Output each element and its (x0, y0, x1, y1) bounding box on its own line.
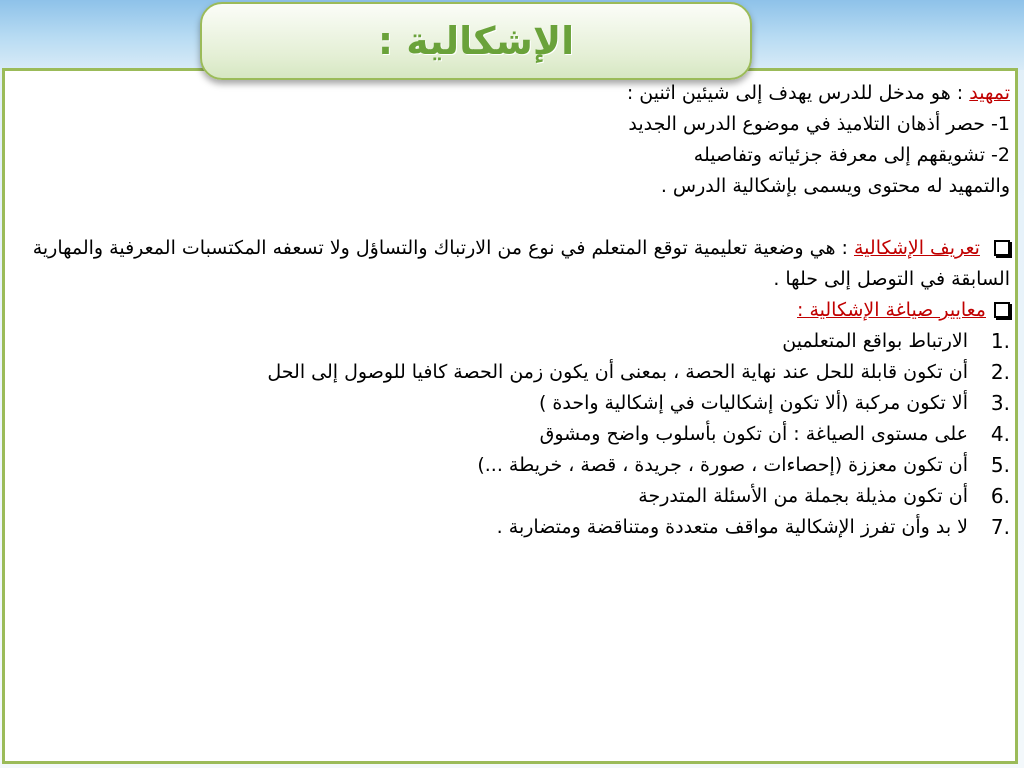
definition-text: : هي وضعية تعليمية توقع المتعلم في نوع من الارتباك والتساؤل ولا تسعفه المكتسبات المعرفية والمهارية السابقة في التوصل إلى حلها . (32, 237, 1010, 290)
intro-line (20, 78, 1010, 109)
criteria-item-text: أن تكون معززة (إحصاءات ، صورة ، جريدة ، قصة ، خريطة ...) (477, 454, 968, 476)
criteria-item-number: 6. (990, 484, 1010, 508)
criteria-label: معايير صياغة الإشكالية (809, 299, 986, 321)
criteria-item-text: أن تكون مذيلة بجملة من الأسئلة المتدرجة (638, 485, 968, 507)
definition-paragraph (20, 233, 1010, 295)
checkbox-bullet-icon (994, 302, 1010, 318)
criteria-item-text: أن تكون قابلة للحل عند نهاية الحصة ، بمعنى أن يكون زمن الحصة كافيا للوصول إلى الحل (267, 361, 968, 383)
criteria-item (20, 326, 1010, 357)
title-banner (200, 2, 752, 80)
checkbox-bullet-icon (994, 240, 1010, 256)
intro-label: تمهيد (969, 82, 1010, 104)
criteria-item-number: 3. (990, 391, 1010, 415)
intro-item-1: 1- حصر أذهان التلاميذ في موضوع الدرس الجديد (628, 113, 1010, 135)
criteria-item (20, 388, 1010, 419)
criteria-heading (20, 295, 1010, 326)
criteria-item (20, 357, 1010, 388)
criteria-item-number: 4. (990, 422, 1010, 446)
criteria-item-text: على مستوى الصياغة : أن تكون بأسلوب واضح ومشوق (539, 423, 968, 445)
page-title: الإشكالية : (377, 19, 575, 63)
criteria-item-number: 1. (990, 329, 1010, 353)
criteria-item-number: 7. (990, 515, 1010, 539)
intro-item-2: 2- تشويقهم إلى معرفة جزئياته وتفاصيله (693, 144, 1010, 166)
criteria-item (20, 512, 1010, 543)
criteria-item-text: ألا تكون مركبة (ألا تكون إشكاليات في إشكالية واحدة ) (538, 392, 968, 414)
definition-label: تعريف الإشكالية (853, 237, 980, 259)
criteria-item (20, 419, 1010, 450)
spacer (20, 202, 1010, 233)
slide-body (20, 78, 1010, 543)
intro-text: : هو مدخل للدرس يهدف إلى شيئين اثنين : (626, 82, 964, 104)
intro-conclusion: والتمهيد له محتوى ويسمى بإشكالية الدرس . (660, 175, 1010, 197)
criteria-item-number: 5. (990, 453, 1010, 477)
criteria-item-text: الارتباط بواقع المتعلمين (782, 330, 968, 352)
criteria-suffix: : (797, 299, 810, 321)
criteria-item (20, 450, 1010, 481)
criteria-item (20, 481, 1010, 512)
criteria-item-text: لا بد وأن تفرز الإشكالية مواقف متعددة ومتناقضة ومتضاربة . (496, 516, 968, 538)
criteria-item-number: 2. (990, 360, 1010, 384)
